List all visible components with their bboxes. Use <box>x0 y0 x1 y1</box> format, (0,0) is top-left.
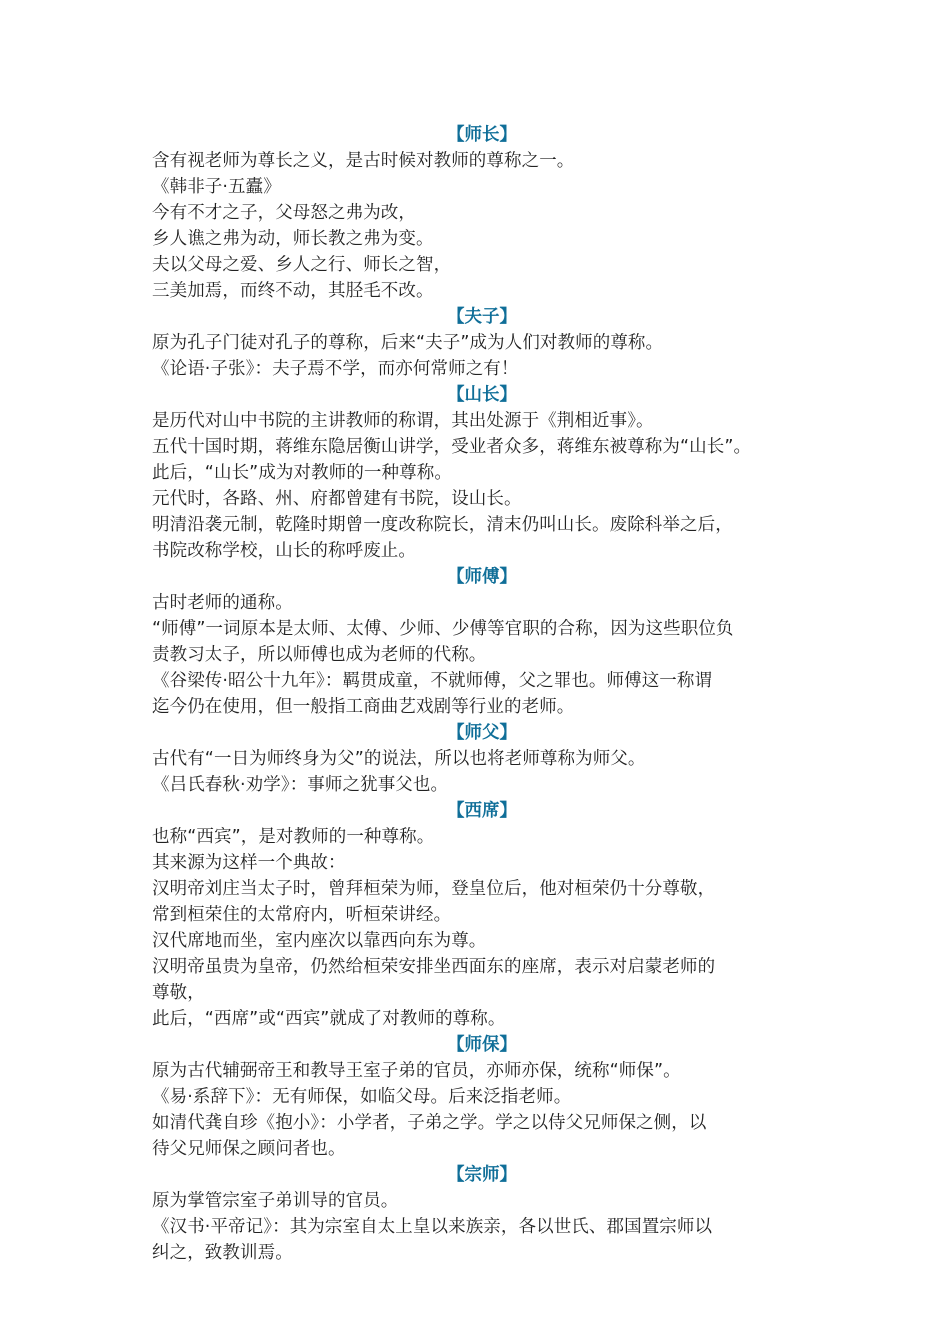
text-line: 《易·系辞下》：无有师保，如临父母。后来泛指老师。 <box>152 1087 572 1107</box>
section-title: 【师长】 <box>447 125 517 145</box>
section-shibao <box>152 1032 812 1162</box>
section-title: 【师保】 <box>447 1035 517 1055</box>
text-line: 《汉书·平帝记》：其为宗室自太上皇以来族亲，各以世氏、郡国置宗师以 <box>152 1217 713 1237</box>
text-line: 尊敬， <box>152 983 205 1003</box>
text-line: 古时老师的通称。 <box>152 593 293 613</box>
text-line: 汉明帝虽贵为皇帝，仍然给桓荣安排坐西面东的座席，表示对启蒙老师的 <box>152 957 716 977</box>
text-line: 汉代席地而坐，室内座次以靠西向东为尊。 <box>152 931 487 951</box>
text-line: 乡人谯之弗为动，师长教之弗为变。 <box>152 229 434 249</box>
section-title: 【师傅】 <box>447 567 517 587</box>
text-line: 原为孔子门徒对孔子的尊称，后来“夫子”成为人们对教师的尊称。 <box>152 333 664 353</box>
text-line: 《吕氏春秋·劝学》：事师之犹事父也。 <box>152 775 449 795</box>
text-line: 古代有“一日为师终身为父”的说法，所以也将老师尊称为师父。 <box>152 749 646 769</box>
text-line: 原为古代辅弼帝王和教导王室子弟的官员，亦师亦保，统称“师保”。 <box>152 1061 681 1081</box>
text-line: 三美加焉，而终不动，其胫毛不改。 <box>152 281 434 301</box>
text-line: 今有不才之子，父母怒之弗为改， <box>152 203 416 223</box>
section-xixi <box>152 798 812 1032</box>
text-line: 此后，“山长”成为对教师的一种尊称。 <box>152 463 452 483</box>
text-line: 《韩非子·五蠹》 <box>152 177 281 197</box>
text-line: 原为掌管宗室子弟训导的官员。 <box>152 1191 399 1211</box>
text-line: 待父兄师保之顾问者也。 <box>152 1139 346 1159</box>
text-line: 书院改称学校，山长的称呼废止。 <box>152 541 416 561</box>
text-line: 五代十国时期，蒋维东隐居衡山讲学，受业者众多，蒋维东被尊称为“山长”。 <box>152 437 752 457</box>
section-shizhang <box>152 122 812 304</box>
section-shanzhang <box>152 382 812 564</box>
section-zongshi <box>152 1162 812 1266</box>
text-line: 明清沿袭元制，乾隆时期曾一度改称院长，清末仍叫山长。废除科举之后， <box>152 515 733 535</box>
text-line: 含有视老师为尊长之义，是古时候对教师的尊称之一。 <box>152 151 575 171</box>
text-line: 也称“西宾”，是对教师的一种尊称。 <box>152 827 435 847</box>
text-line: “师傅”一词原本是太师、太傅、少师、少傅等官职的合称，因为这些职位负 <box>152 619 734 639</box>
text-line: 《论语·子张》：夫子焉不学，而亦何常师之有！ <box>152 359 519 379</box>
text-line: 汉明帝刘庄当太子时，曾拜桓荣为师，登皇位后，他对桓荣仍十分尊敬， <box>152 879 716 899</box>
text-line: 此后，“西席”或“西宾”就成了对教师的尊称。 <box>152 1009 506 1029</box>
text-line: 《谷梁传·昭公十九年》：羁贯成童，不就师傅，父之罪也。师傅这一称谓 <box>152 671 713 691</box>
section-title: 【西席】 <box>447 801 517 821</box>
section-shifu-tutor <box>152 564 812 720</box>
section-title: 【山长】 <box>447 385 517 405</box>
section-title: 【夫子】 <box>447 307 517 327</box>
text-line: 如清代龚自珍《抱小》：小学者，子弟之学。学之以侍父兄师保之侧，以 <box>152 1113 707 1133</box>
text-line: 元代时，各路、州、府都曾建有书院，设山长。 <box>152 489 522 509</box>
section-shifu-father <box>152 720 812 798</box>
text-line: 迄今仍在使用，但一般指工商曲艺戏剧等行业的老师。 <box>152 697 575 717</box>
section-title: 【师父】 <box>447 723 517 743</box>
text-line: 纠之，致教训焉。 <box>152 1243 293 1263</box>
text-line: 常到桓荣住的太常府内，听桓荣讲经。 <box>152 905 452 925</box>
section-fuzi <box>152 304 812 382</box>
text-line: 责教习太子，所以师傅也成为老师的代称。 <box>152 645 487 665</box>
section-title: 【宗师】 <box>447 1165 517 1185</box>
text-line: 夫以父母之爱、乡人之行、师长之智， <box>152 255 452 275</box>
text-line: 是历代对山中书院的主讲教师的称谓，其出处源于《荆相近事》。 <box>152 411 654 431</box>
document-page <box>152 122 812 1266</box>
text-line: 其来源为这样一个典故： <box>152 853 346 873</box>
